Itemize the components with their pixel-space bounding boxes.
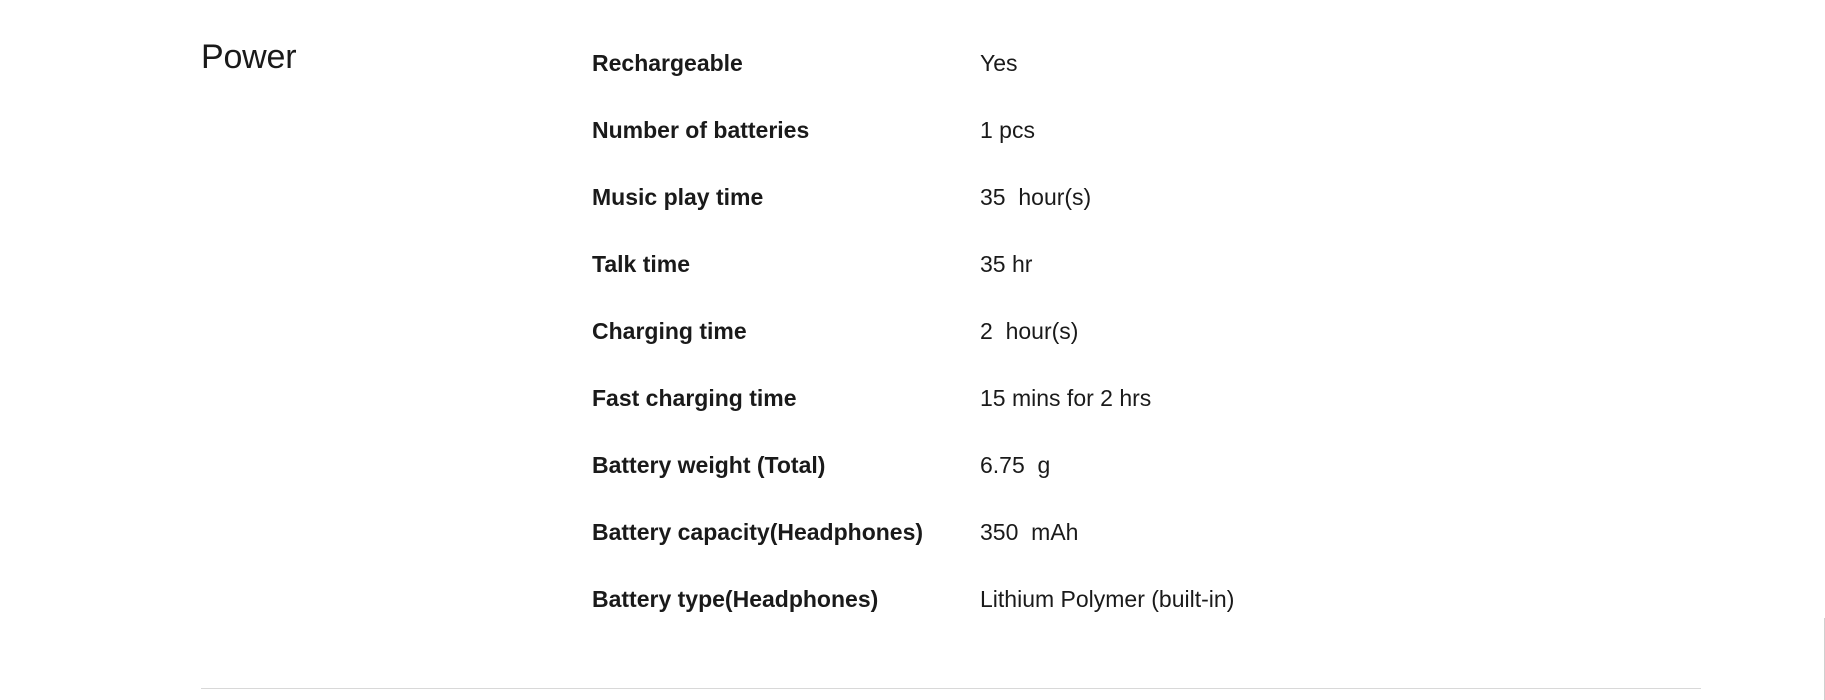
spec-value: 1 pcs <box>980 117 1035 143</box>
section-title-power: Power <box>201 38 297 76</box>
spec-value: 35 hr <box>980 251 1033 277</box>
spec-row-talk-time <box>592 243 1492 310</box>
spec-label: Battery capacity(Headphones) <box>592 519 924 545</box>
spec-value: 2 hour(s) <box>980 318 1079 344</box>
spec-row-music-play-time <box>592 176 1492 243</box>
spec-row-rechargeable <box>592 42 1492 109</box>
spec-row-number-of-batteries <box>592 109 1492 176</box>
spec-list <box>592 42 1492 645</box>
spec-row-charging-time <box>592 310 1492 377</box>
spec-label: Charging time <box>592 318 747 344</box>
spec-row-battery-weight <box>592 444 1492 511</box>
spec-row-battery-type <box>592 578 1492 645</box>
spec-label: Battery weight (Total) <box>592 452 826 478</box>
spec-row-fast-charging-time <box>592 377 1492 444</box>
spec-value: 6.75 g <box>980 452 1051 478</box>
spec-label: Rechargeable <box>592 50 743 76</box>
spec-label: Music play time <box>592 184 764 210</box>
spec-value: 35 hour(s) <box>980 184 1092 210</box>
spec-label: Number of batteries <box>592 117 810 143</box>
spec-value: Yes <box>980 50 1018 76</box>
spec-label: Talk time <box>592 251 690 277</box>
spec-value: 350 mAh <box>980 519 1079 545</box>
spec-label: Fast charging time <box>592 385 797 411</box>
section-divider <box>201 688 1701 689</box>
spec-row-battery-capacity <box>592 511 1492 578</box>
spec-value: 15 mins for 2 hrs <box>980 385 1152 411</box>
spec-label: Battery type(Headphones) <box>592 586 879 612</box>
spec-value: Lithium Polymer (built-in) <box>980 586 1235 612</box>
